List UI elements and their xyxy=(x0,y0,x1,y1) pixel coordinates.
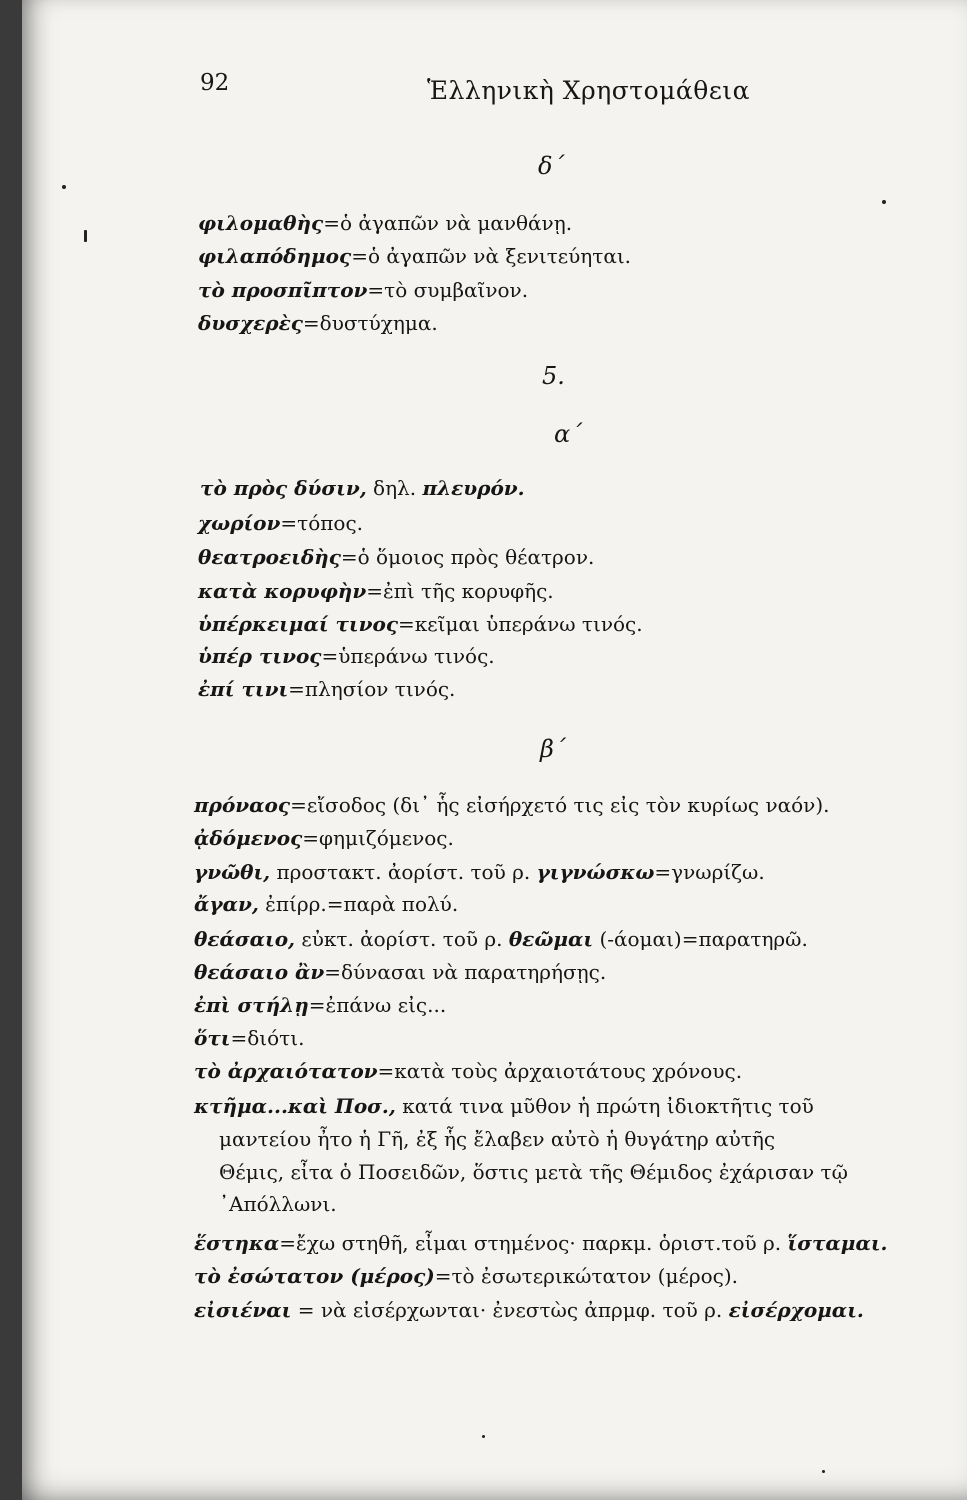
gloss-definition: =κατὰ τοὺς ἀρχαιοτάτους χρόνους. xyxy=(377,1059,743,1083)
gloss-line xyxy=(198,547,594,567)
book-page xyxy=(22,0,967,1500)
gloss-definition: =πλησίον τινός. xyxy=(288,677,456,701)
gloss-definition: εὐκτ. ἀορίστ. τοῦ ρ. xyxy=(295,927,509,951)
running-title: Ἑλληνικὴ Χρηστομάθεια xyxy=(427,76,750,105)
gloss-term: θεῶμαι xyxy=(508,927,594,951)
gloss-continuation: ᾿Απόλλωνι. xyxy=(219,1192,337,1216)
gloss-term: κτῆμα...καὶ Ποσ., xyxy=(194,1094,396,1118)
gloss-definition: =φημιζόμενος. xyxy=(302,826,454,850)
gloss-line xyxy=(194,1028,304,1048)
gloss-term: θεάσαιο ἂν xyxy=(194,960,325,984)
gloss-term: ὅτι xyxy=(194,1026,231,1050)
gloss-definition: δηλ. xyxy=(366,476,423,500)
gloss-line xyxy=(194,862,765,882)
gloss-term: εἰσιέναι xyxy=(194,1298,292,1322)
gloss-term: ὑπέρ τινος xyxy=(198,644,322,668)
gloss-line xyxy=(198,513,363,533)
gloss-term: θεάσαιο, xyxy=(194,927,296,951)
subsection-marker-alpha: α΄ xyxy=(554,420,583,448)
gloss-term: θεατροειδὴς xyxy=(198,545,341,569)
gloss-term: φιλαπόδημος xyxy=(198,244,352,268)
gloss-term: δυσχερὲς xyxy=(198,311,303,335)
gloss-definition: =γνωρίζω. xyxy=(654,860,765,884)
gloss-line xyxy=(198,679,455,699)
gloss-term: ἕστηκα xyxy=(194,1231,280,1255)
gloss-line xyxy=(194,795,830,815)
gloss-line xyxy=(198,581,554,601)
gloss-line xyxy=(194,828,454,848)
gloss-definition: =κεῖμαι ὑπεράνω τινός. xyxy=(398,612,643,636)
gloss-term: ἄγαν, xyxy=(194,892,259,916)
gloss-line xyxy=(194,1300,864,1320)
gloss-continuation: Θέμις, εἶτα ὁ Ποσειδῶν, ὅστις μετὰ τῆς Θέμιδος ἐχάρισαν τῷ xyxy=(219,1160,848,1184)
scan-speck xyxy=(822,1470,825,1473)
gloss-term: χωρίον xyxy=(198,511,281,535)
gloss-line xyxy=(194,962,606,982)
gloss-definition: =τὸ ἐσωτερικώτατον (μέρος). xyxy=(434,1264,738,1288)
gloss-definition: προστακτ. ἀορίστ. τοῦ ρ. xyxy=(270,860,537,884)
gloss-term: κατὰ κορυφὴν xyxy=(198,579,367,603)
subsection-marker-delta: δ΄ xyxy=(538,152,565,180)
gloss-definition: (-άομαι)=παρατηρῶ. xyxy=(593,927,808,951)
scan-speck xyxy=(482,1435,485,1438)
gloss-definition: =ἔχω στηθῆ, εἶμαι στημένος· παρκμ. ὁριστ.τοῦ ρ. xyxy=(279,1231,788,1255)
gloss-term: τὸ ἀρχαιότατον xyxy=(194,1059,378,1083)
gloss-term: ἐπί τινι xyxy=(198,677,289,701)
gloss-term: τὸ προσπῖπτον xyxy=(198,278,368,302)
gloss-definition: =ὑπεράνω τινός. xyxy=(321,644,495,668)
gloss-term: εἰσέρχομαι. xyxy=(728,1298,864,1322)
gloss-term: γιγνώσκω xyxy=(536,860,655,884)
gloss-term: ὑπέρκειμαί τινος xyxy=(198,612,398,636)
gloss-definition: =ὁ ἀγαπῶν νὰ μανθάνῃ. xyxy=(323,211,573,235)
section-number: 5. xyxy=(542,362,565,390)
gloss-term: τὸ ἐσώτατον (μέρος) xyxy=(194,1264,435,1288)
gloss-definition: =ὁ ὅμοιος πρὸς θέατρον. xyxy=(340,545,595,569)
gloss-definition: =δυστύχημα. xyxy=(302,311,438,335)
gloss-definition: =τὸ συμβαῖνον. xyxy=(367,278,529,302)
gloss-line xyxy=(198,280,528,300)
subsection-marker-beta: β΄ xyxy=(540,735,566,763)
gloss-definition: =διότι. xyxy=(230,1026,305,1050)
gloss-definition: =ἐπὶ τῆς κορυφῆς. xyxy=(366,579,554,603)
scan-speck xyxy=(84,230,87,242)
gloss-definition: ἐπίρρ.=παρὰ πολύ. xyxy=(258,892,459,916)
gloss-line xyxy=(194,995,446,1015)
gloss-line xyxy=(194,1233,887,1253)
gloss-line xyxy=(194,1061,742,1081)
gloss-term: φιλομαθὴς xyxy=(198,211,324,235)
gloss-definition: =τόπος. xyxy=(280,511,364,535)
gloss-line xyxy=(198,213,572,233)
gloss-definition: κατά τινα μῦθον ἡ πρώτη ἰδιοκτῆτις τοῦ xyxy=(395,1094,814,1118)
gloss-line xyxy=(194,1266,738,1286)
gloss-definition: =ἐπάνω εἰς... xyxy=(308,993,447,1017)
scan-speck xyxy=(62,185,66,189)
gloss-line xyxy=(194,929,808,949)
gloss-term: ἐπὶ στήλῃ xyxy=(194,993,309,1017)
gloss-continuation: μαντείου ἦτο ἡ Γῆ, ἐξ ἧς ἔλαβεν αὐτὸ ἡ θυγάτηρ αὐτῆς xyxy=(219,1127,776,1151)
gloss-term: πρόναος xyxy=(194,793,291,817)
page-number: 92 xyxy=(200,70,230,96)
gloss-term: ἵσταμαι. xyxy=(787,1231,888,1255)
gloss-term: τὸ πρὸς δύσιν, xyxy=(200,476,367,500)
gloss-definition: =ὁ ἀγαπῶν νὰ ξενιτεύηται. xyxy=(351,244,632,268)
gloss-line xyxy=(194,1096,814,1116)
scan-speck xyxy=(882,200,886,204)
gloss-term: γνῶθι, xyxy=(194,860,271,884)
gloss-term: πλευρόν. xyxy=(422,476,525,500)
gloss-line xyxy=(200,478,525,498)
gloss-definition: =εἴσοδος (δι᾿ ἧς εἰσήρχετό τις εἰς τὸν κυρίως ναόν). xyxy=(290,793,830,817)
gloss-line xyxy=(198,614,643,634)
gloss-line xyxy=(198,246,631,266)
gloss-term: ᾀδόμενος xyxy=(194,826,303,850)
gloss-line xyxy=(198,313,438,333)
gloss-line xyxy=(194,894,458,914)
gloss-definition: = νὰ εἰσέρχωνται· ἐνεστὼς ἀπρμφ. τοῦ ρ. xyxy=(291,1298,729,1322)
gloss-definition: =δύνασαι νὰ παρατηρήσῃς. xyxy=(324,960,607,984)
gloss-line xyxy=(198,646,495,666)
